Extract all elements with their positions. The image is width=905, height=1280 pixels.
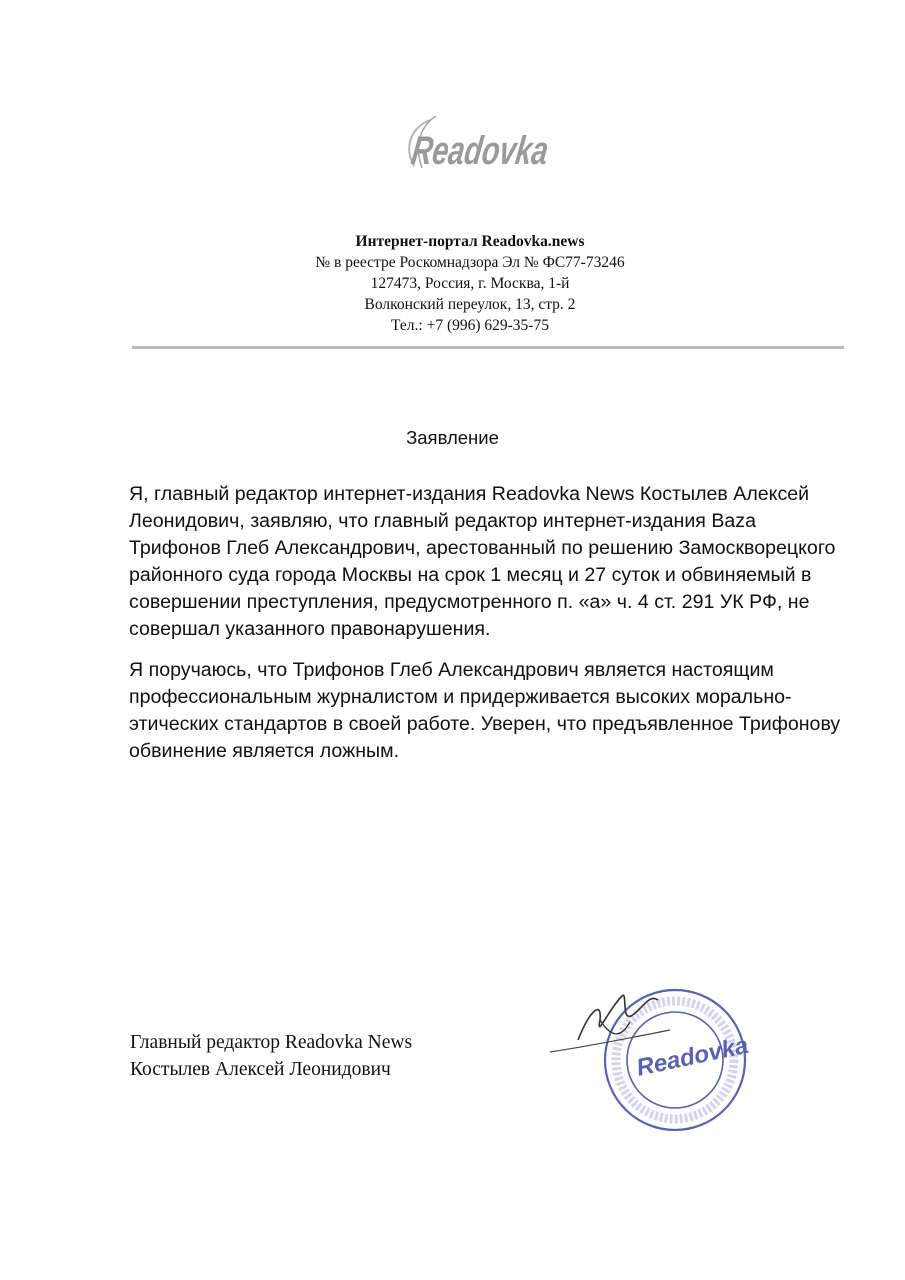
stamp-graphic (530, 980, 770, 1140)
organization-name: Интернет-портал Readovka.news (355, 233, 585, 250)
company-stamp-and-signature (530, 980, 770, 1140)
header-divider (132, 346, 844, 349)
statement-paragraph-2 (129, 657, 849, 765)
paragraph-line: Я, главный редактор интернет-издания Readovka News Костылев Алексей (129, 483, 810, 505)
paragraph-line: Я поручаюсь, что Трифонов Глеб Александрович является настоящим (129, 659, 774, 681)
readovka-logo-graphic (400, 108, 605, 178)
signer-position: Главный редактор Readovka News (130, 1032, 413, 1053)
address-line-1: 127473, Россия, г. Москва, 1-й (370, 275, 570, 292)
paragraph-line: Трифонов Глеб Александрович, арестованный по решению Замоскворецкого (129, 537, 836, 559)
paragraph-line: этических стандартов в своей работе. Уверен, что предъявленное Трифонову (129, 713, 841, 735)
phone-number: Тел.: +7 (996) 629-35-75 (391, 317, 549, 334)
letterhead (150, 231, 790, 336)
address-line-2: Волконский переулок, 13, стр. 2 (364, 296, 576, 313)
paragraph-line: совершении преступления, предусмотренного п. «а» ч. 4 ст. 291 УК РФ, не (129, 591, 810, 613)
stamp-center-logo: Readovka (634, 1031, 751, 1082)
paragraph-line: Леонидович, заявляю, что главный редактор интернет-издания Baza (129, 510, 756, 532)
document-title: Заявление (406, 427, 499, 448)
registry-number: № в реестре Роскомнадзора Эл № ФС77-73246 (315, 254, 625, 271)
paragraph-line: районного суда города Москвы на срок 1 месяц и 27 суток и обвиняемый в (129, 564, 812, 586)
signer-block (130, 1029, 412, 1083)
statement-paragraph-1 (129, 481, 849, 643)
readovka-logo (400, 108, 605, 178)
svg-text:Readovka: Readovka (408, 128, 605, 173)
paragraph-line: обвинение является ложным. (129, 740, 400, 762)
paragraph-line: совершал указанного правонарушения. (129, 618, 491, 640)
signer-name: Костылев Алексей Леонидович (130, 1059, 391, 1080)
paragraph-line: профессиональным журналистом и придерживается высоких морально- (129, 686, 792, 708)
